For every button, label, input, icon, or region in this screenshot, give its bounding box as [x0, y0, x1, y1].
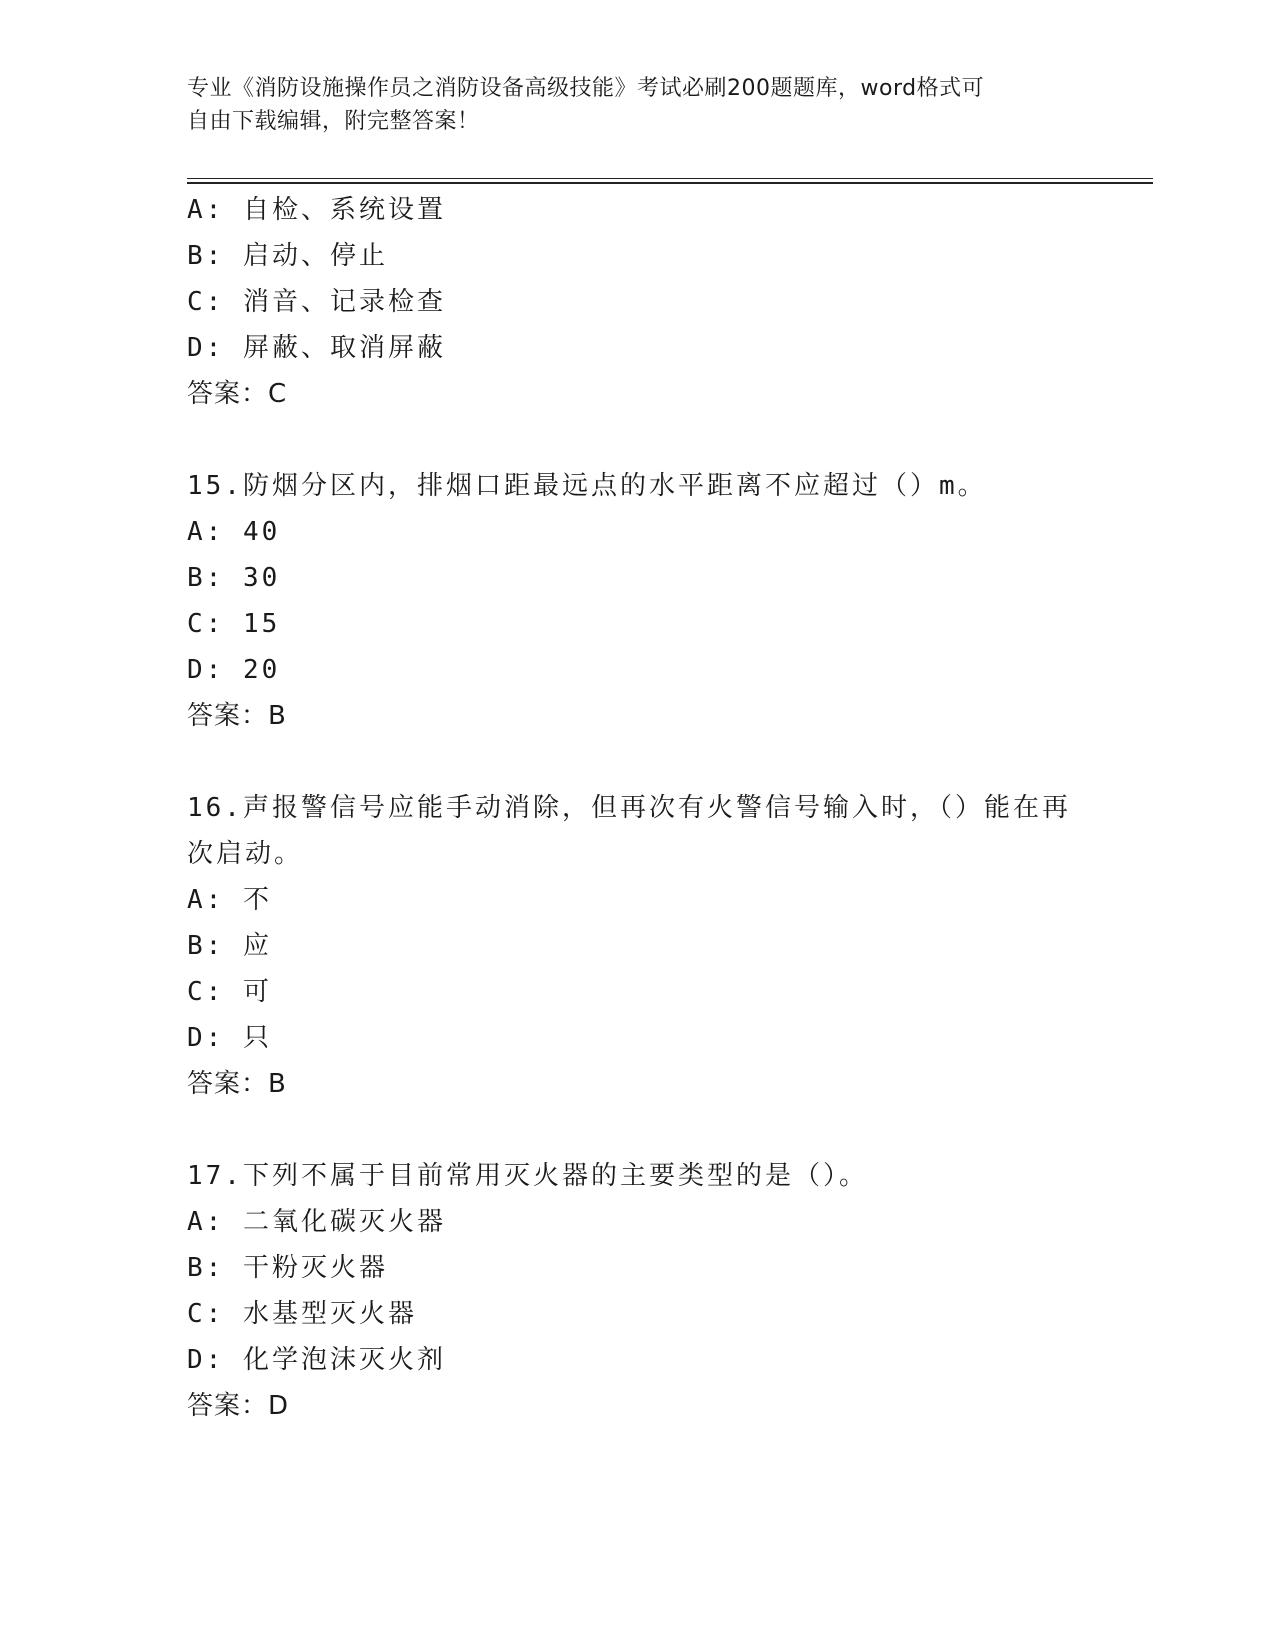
answer-line: 答案：C — [187, 379, 288, 409]
document-header — [187, 72, 1067, 138]
header-divider-thin — [187, 178, 1153, 179]
question-text: 17.下列不属于目前常用灭火器的主要类型的是（）。 — [187, 1161, 868, 1191]
question-text-line-2: 次启动。 — [187, 839, 304, 869]
spacer — [187, 417, 1087, 463]
option-d: D: 化学泡沫灭火剂 — [187, 1345, 446, 1375]
question-block-14 — [187, 187, 1087, 417]
option-b: B: 应 — [187, 931, 272, 961]
option-a: A: 自检、系统设置 — [187, 195, 446, 225]
spacer — [187, 1107, 1087, 1153]
question-text-line-1: 16.声报警信号应能手动消除，但再次有火警信号输入时，（）能在再 — [187, 793, 1071, 823]
option-c: C: 可 — [187, 977, 272, 1007]
question-block-17 — [187, 1153, 1087, 1429]
option-b: B: 启动、停止 — [187, 241, 388, 271]
answer-line: 答案：B — [187, 701, 287, 731]
option-a: A: 不 — [187, 885, 272, 915]
header-line-1: 专业《消防设施操作员之消防设备高级技能》考试必刷200题题库，word格式可 — [187, 76, 985, 101]
header-divider-thick — [187, 182, 1153, 184]
spacer — [187, 739, 1087, 785]
question-block-15 — [187, 463, 1087, 739]
option-c: C: 消音、记录检查 — [187, 287, 446, 317]
answer-line: 答案：B — [187, 1069, 287, 1099]
option-c: C: 水基型灭火器 — [187, 1299, 417, 1329]
answer-line: 答案：D — [187, 1391, 290, 1421]
option-a: A: 40 — [187, 517, 281, 547]
option-c: C: 15 — [187, 609, 281, 639]
option-b: B: 干粉灭火器 — [187, 1253, 388, 1283]
question-block-16 — [187, 785, 1087, 1107]
question-list — [187, 187, 1087, 1429]
header-line-2: 自由下载编辑，附完整答案！ — [187, 109, 480, 134]
option-d: D: 屏蔽、取消屏蔽 — [187, 333, 446, 363]
option-d: D: 20 — [187, 655, 281, 685]
option-b: B: 30 — [187, 563, 281, 593]
option-a: A: 二氧化碳灭火器 — [187, 1207, 446, 1237]
option-d: D: 只 — [187, 1023, 272, 1053]
question-text: 15.防烟分区内，排烟口距最远点的水平距离不应超过（）m。 — [187, 471, 987, 501]
